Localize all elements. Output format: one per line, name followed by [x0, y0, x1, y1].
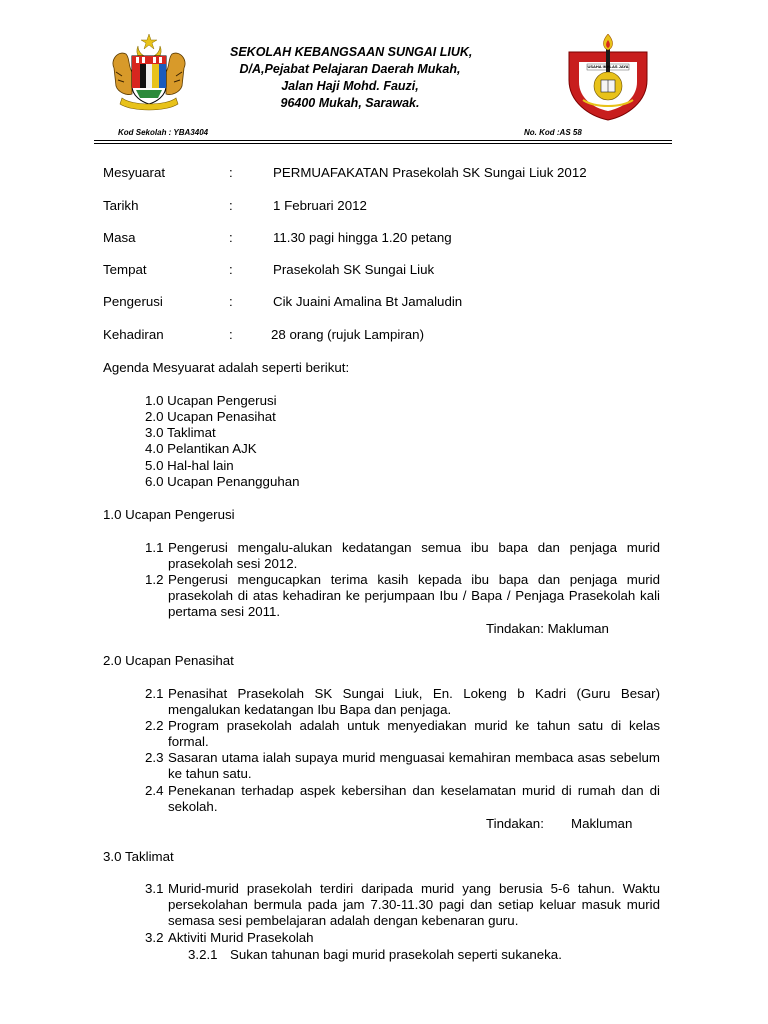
meeting-value: PERMUAFAKATAN Prasekolah SK Sungai Liuk 2012: [273, 165, 587, 180]
date-value: 1 Februari 2012: [273, 198, 367, 213]
section-title: 1.0 Ucapan Pengerusi: [103, 507, 235, 522]
chair-value: Cik Juaini Amalina Bt Jamaludin: [273, 294, 463, 309]
attendance-label: Kehadiran: [103, 327, 164, 342]
agenda-item: 6.0 Ucapan Penangguhan: [145, 474, 300, 489]
agenda-item: 3.0 Taklimat: [145, 425, 216, 440]
school-address-line: 96400 Mukah, Sarawak.: [280, 96, 420, 110]
meeting-label: Mesyuarat: [103, 165, 166, 180]
item-number: 3.2: [145, 930, 164, 945]
school-address-line: Jalan Haji Mohd. Fauzi,: [281, 79, 419, 93]
school-name: SEKOLAH KEBANGSAAN SUNGAI LIUK,: [230, 45, 473, 59]
section-title: 3.0 Taklimat: [103, 849, 174, 864]
item-text: Penasihat Prasekolah SK Sungai Liuk, En. Lokeng b Kadri (Guru Besar) mengalukan kedatangan Ibu Bapa dan penjaga.: [168, 686, 660, 717]
item-text: Pengerusi mengalu-alukan kedatangan semua ibu bapa dan penjaga murid prasekolah sesi 2012.: [168, 540, 660, 571]
school-code: Kod Sekolah : YBA3404: [118, 128, 209, 137]
agenda-item: 2.0 Ucapan Penasihat: [145, 409, 276, 424]
attendance-value: 28 orang (rujuk Lampiran): [271, 327, 424, 342]
colon: :: [229, 327, 233, 342]
item-number: 2.4: [145, 783, 164, 798]
header-divider: [94, 143, 672, 144]
header-divider: [94, 140, 672, 141]
colon: :: [229, 198, 233, 213]
item-text: Aktiviti Murid Prasekolah: [168, 930, 314, 945]
item-text: Sasaran utama ialah supaya murid menguasai kemahiran membaca asas sebelum ke tahun satu.: [168, 750, 660, 781]
crest-motto: USAHA IKHLAS JAYA: [587, 64, 629, 69]
subitem-number: 3.2.1: [188, 947, 218, 962]
section-title: 2.0 Ucapan Penasihat: [103, 653, 234, 668]
colon: :: [229, 262, 233, 277]
date-label: Tarikh: [103, 198, 139, 213]
item-text: Penekanan terhadap aspek kebersihan dan keselamatan murid di rumah dan di sekolah.: [168, 783, 660, 814]
subitem-text: Sukan tahunan bagi murid prasekolah seperti sukaneka.: [230, 947, 562, 962]
chair-label: Pengerusi: [103, 294, 163, 309]
item-text: Pengerusi mengucapkan terima kasih kepada ibu bapa dan penjaga murid prasekolah di atas kehadiran ke perjumpaan Ibu / Bapa / Penjaga Prasekolah kali pertama sesi 2011.: [168, 572, 660, 619]
item-number: 2.1: [145, 686, 164, 701]
item-number: 1.1: [145, 540, 164, 555]
item-text: Murid-murid prasekolah terdiri daripada murid yang berusia 5-6 tahun. Waktu persekolahan bermula pada jam 7.30-11.30 pagi dan setiap keluar masuk murid semasa sesi pembelajaran adalah dengan kebenaran guru.: [168, 881, 660, 928]
colon: :: [229, 230, 233, 245]
item-number: 3.1: [145, 881, 164, 896]
place-label: Tempat: [103, 262, 147, 277]
item-number: 2.2: [145, 718, 164, 733]
school-address-line: D/A,Pejabat Pelajaran Daerah Mukah,: [239, 62, 461, 76]
school-crest-icon: [565, 34, 651, 122]
school-address-block: [230, 44, 473, 112]
colon: :: [229, 294, 233, 309]
place-value: Prasekolah SK Sungai Liuk: [273, 262, 435, 277]
agenda-intro: Agenda Mesyuarat adalah seperti berikut:: [103, 360, 350, 375]
agenda-item: 1.0 Ucapan Pengerusi: [145, 393, 277, 408]
agenda-item: 5.0 Hal-hal lain: [145, 458, 234, 473]
item-text: Program prasekolah adalah untuk menyediakan murid ke tahun satu di kelas formal.: [168, 718, 660, 749]
no-code: No. Kod :AS 58: [524, 128, 582, 137]
item-number: 1.2: [145, 572, 164, 587]
coat-of-arms-icon: [108, 32, 190, 112]
item-number: 2.3: [145, 750, 164, 765]
colon: :: [229, 165, 233, 180]
time-label: Masa: [103, 230, 136, 245]
agenda-item: 4.0 Pelantikan AJK: [145, 441, 257, 456]
action-label: Tindakan:: [486, 816, 544, 831]
action-note: Tindakan: Makluman: [486, 621, 609, 636]
time-value: 11.30 pagi hingga 1.20 petang: [273, 230, 452, 245]
action-value: Makluman: [571, 816, 633, 831]
